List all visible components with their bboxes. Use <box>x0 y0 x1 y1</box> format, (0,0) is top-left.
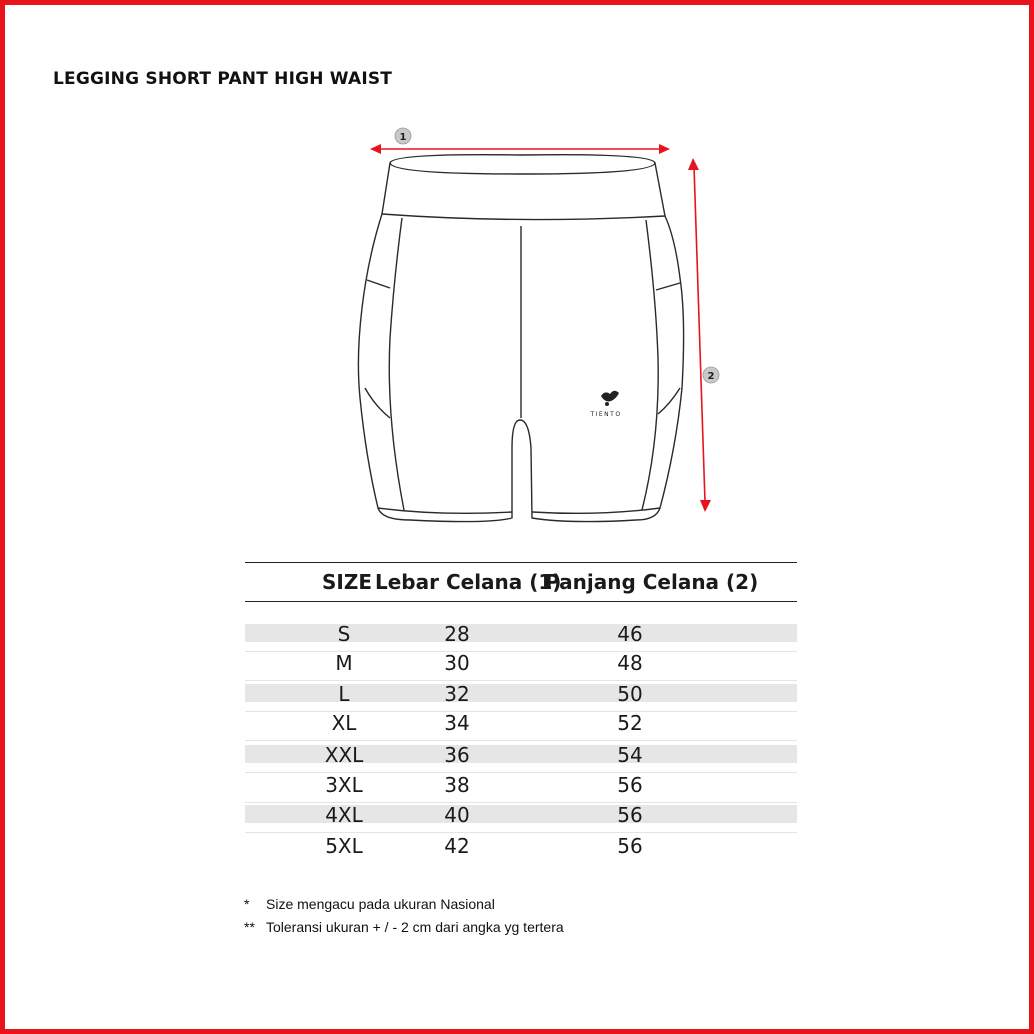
footnote <box>244 893 564 916</box>
tiento-logo <box>589 391 621 418</box>
footnote-mark: * <box>244 896 250 912</box>
cell-lebar: 36 <box>444 743 470 767</box>
cell-size: S <box>337 622 351 646</box>
marker-2-badge <box>703 367 719 383</box>
table-row <box>245 711 797 741</box>
cell-panjang: 52 <box>617 711 643 735</box>
length-arrow <box>688 158 711 512</box>
cell-lebar: 38 <box>444 773 470 797</box>
page-title: LEGGING SHORT PANT HIGH WAIST <box>53 69 393 89</box>
cell-lebar: 40 <box>444 803 470 827</box>
footnote-mark: ** <box>244 919 255 935</box>
table-row <box>245 743 797 773</box>
cell-lebar: 42 <box>444 834 470 858</box>
table-row <box>245 622 797 652</box>
cell-size: XL <box>331 711 357 735</box>
header-size: SIZE <box>322 570 373 594</box>
table-row <box>245 651 797 681</box>
cell-panjang: 56 <box>617 834 643 858</box>
footnote-text: Toleransi ukuran + / - 2 cm dari angka yg tertera <box>266 919 564 935</box>
cell-lebar: 32 <box>444 682 470 706</box>
cell-lebar: 28 <box>444 622 470 646</box>
width-arrow <box>370 144 670 154</box>
cell-size: L <box>338 682 350 706</box>
cell-size: 5XL <box>325 834 363 858</box>
table-row <box>245 773 797 803</box>
shorts-diagram <box>330 118 750 538</box>
table-row <box>245 682 797 712</box>
cell-size: XXL <box>324 743 364 767</box>
cell-size: M <box>335 651 353 675</box>
table-row <box>245 803 797 833</box>
footnote <box>244 916 564 939</box>
footnote-text: Size mengacu pada ukuran Nasional <box>266 896 495 912</box>
table-header-rule <box>245 601 797 602</box>
cell-panjang: 56 <box>617 803 643 827</box>
cell-size: 4XL <box>325 803 363 827</box>
table-row <box>245 834 797 864</box>
shorts-outline <box>358 155 683 522</box>
cell-size: 3XL <box>325 773 363 797</box>
cell-panjang: 46 <box>617 622 643 646</box>
marker-1-badge <box>395 128 411 144</box>
cell-panjang: 50 <box>617 682 643 706</box>
header-lebar: Lebar Celana (1) <box>375 570 562 594</box>
cell-lebar: 30 <box>444 651 470 675</box>
header-panjang: Panjang Celana (2) <box>545 570 759 594</box>
cell-panjang: 56 <box>617 773 643 797</box>
marker-1-label: 1 <box>399 132 407 143</box>
cell-panjang: 48 <box>617 651 643 675</box>
cell-lebar: 34 <box>444 711 470 735</box>
cell-panjang: 54 <box>617 743 643 767</box>
marker-2-label: 2 <box>707 371 715 382</box>
brand-label: TIENTO <box>590 411 622 418</box>
table-top-rule <box>245 562 797 563</box>
footnotes <box>244 893 564 939</box>
table-header <box>245 570 797 596</box>
